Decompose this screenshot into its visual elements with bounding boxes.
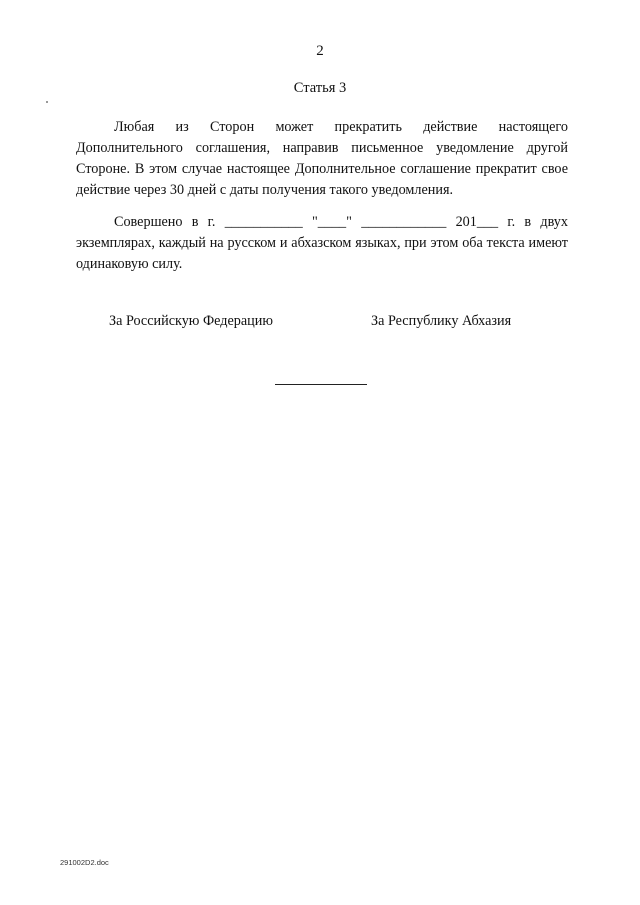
- signature-russian-federation: За Российскую Федерацию: [109, 313, 273, 329]
- article-heading: Статья 3: [293, 80, 347, 96]
- margin-mark: [46, 101, 48, 103]
- file-name: 291002D2.doc: [60, 858, 109, 867]
- execution-paragraph: Совершено в г. ___________ "____" ____________ 201___ г. в двух экземплярах, каждый на русском и абхазском языках, при этом оба текста имеют одинаковую силу.: [76, 214, 568, 272]
- signature-republic-abkhazia: За Республику Абхазия: [371, 313, 512, 329]
- termination-paragraph: Любая из Сторон может прекратить действие настоящего Дополнительного соглашения, направив письменное уведомление другой Стороне. В этом случае настоящее Дополнительное соглашение прекратит свое действие через 30 дней с даты получения такого уведомления.: [76, 119, 568, 198]
- closing-rule: [275, 384, 367, 385]
- page-number: 2: [316, 43, 324, 59]
